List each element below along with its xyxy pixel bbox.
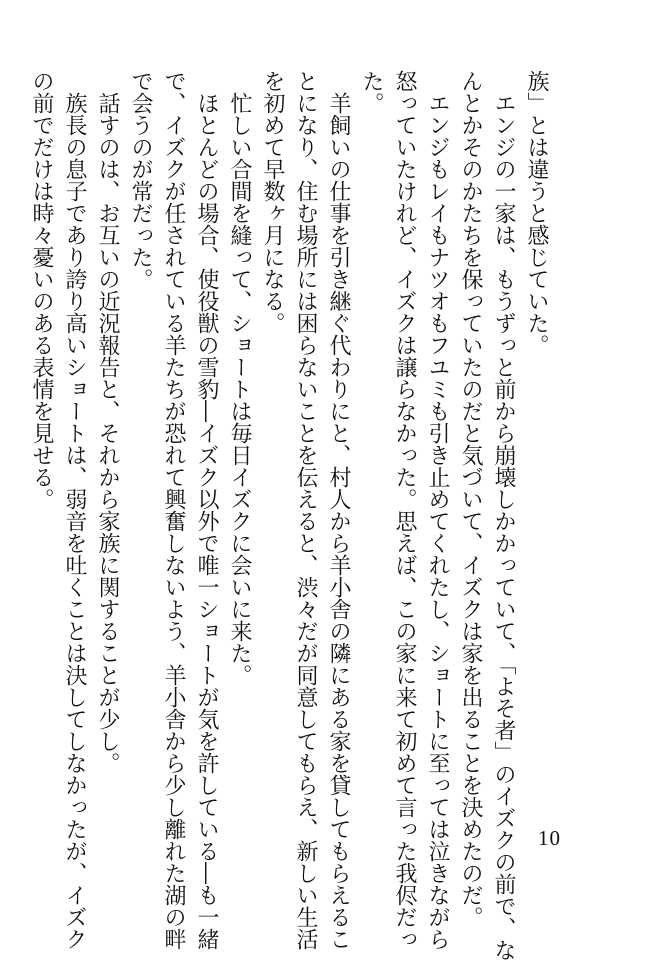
text-line: エンジの一家は、もうずっと前から崩壊しかかっていて、「よそ者」のイズクの前で、な	[491, 70, 516, 961]
text-line: 羊飼いの仕事を引き継ぐ代わりにと、村人から羊小舎の隣にある家を貸してもらえるこ	[326, 70, 351, 950]
text-line: んとかそのかたちを保っていたのだと気づいて、イズクは家を出ることを決めたのだ。	[458, 70, 483, 928]
text-line: 怒っていたけれど、イズクは譲らなかった。思えば、この家に来て初めて言った我侭だっ	[392, 70, 417, 950]
text-line: た。	[359, 70, 384, 114]
text-line: 族長の息子であり誇り高いショートは、弱音を吐くことは決してしなかったが、イズク	[62, 70, 87, 950]
text-line: で会うのが常だった。	[128, 70, 153, 290]
page-number: 10	[538, 826, 561, 850]
text-line: を初めて早数ヶ月になる。	[260, 70, 285, 334]
text-line: エンジもレイもナツオもフユミも引き止めてくれたし、ショートに至っては泣きながら	[425, 70, 450, 950]
text-line: 忙しい合間を縫って、ショートは毎日イズクに会いに来た。	[227, 70, 252, 686]
text-line: 話すのは、お互いの近況報告と、それから家族に関することが少し。	[95, 70, 120, 774]
text-line: 族」とは違うと感じていた。	[524, 70, 549, 356]
text-line: ほとんどの場合、使役獣の雪豹―イズク以外で唯一ショートが気を許している―も一緒	[194, 70, 219, 950]
text-line: で、イズクが任されている羊たちが恐れて興奮しないよう、羊小舎から少し離れた湖の畔	[161, 70, 186, 950]
text-line: の前でだけは時々憂いのある表情を見せる。	[29, 70, 54, 510]
text-line: とになり、住む場所には困らないことを伝えると、渋々だが同意してもらえ、新しい生活	[293, 70, 318, 950]
